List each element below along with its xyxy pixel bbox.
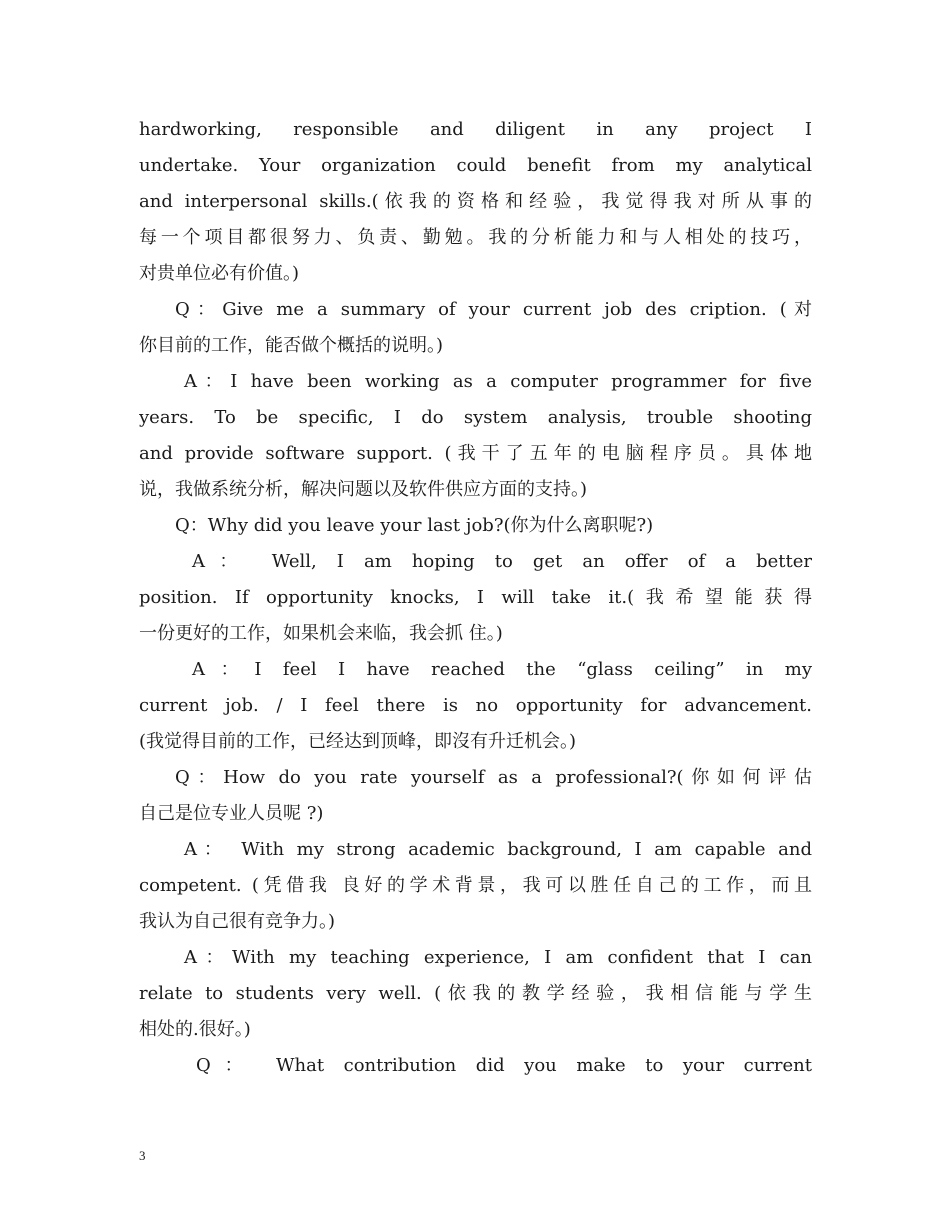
answer-line: A：With my teaching experience, I am confident that I can: [184, 947, 812, 968]
answer-line: A：I have been working as a computer programmer for five: [184, 371, 812, 392]
text-line: 对贵单位必有价值。): [139, 263, 300, 284]
text-line: 相处的.很好。): [139, 1019, 251, 1040]
page-number: 3: [139, 1148, 146, 1163]
question-line: Q：Give me a summary of your current job des cription. (对: [175, 299, 812, 320]
question-line: Q： What contribution did you make to your current: [196, 1055, 812, 1076]
text-line: years. To be specific, I do system analysis, trouble shooting: [139, 407, 812, 428]
text-line: competent. (凭借我 良好的学术背景，我可以胜任自己的工作，而且: [139, 875, 812, 896]
text-line: undertake. Your organization could benefit from my analytical: [139, 155, 812, 176]
text-line: position. If opportunity knocks, I will take it.(我希望能获得: [139, 587, 812, 608]
text-line: hardworking, responsible and diligent in any project I: [139, 119, 812, 140]
text-line: 每一个项目都很努力、负责、勤勉。我的分析能力和与人相处的技巧，: [139, 227, 812, 248]
text-line: and interpersonal skills.(依我的资格和经验，我觉得我对所从事的: [139, 191, 812, 212]
question-line: Q：Why did you leave your last job?(你为什么离职呢?): [175, 515, 654, 536]
answer-line: A： With my strong academic background, I am capable and: [184, 839, 812, 860]
text-line: current job. / I feel there is no opportunity for advancement.: [139, 695, 812, 716]
text-line: and provide software support. (我干了五年的电脑程序员。具体地: [139, 443, 812, 464]
text-line: 说，我做系统分析，解决问题以及软件供应方面的支持。): [139, 479, 588, 500]
text-line: relate to students very well. (依我的教学经验，我相信能与学生: [139, 983, 812, 1004]
text-line: 我认为自己很有竞争力。): [139, 911, 336, 932]
answer-line: A：I feel I have reached the “glass ceiling” in my: [192, 659, 812, 680]
text-line: 你目前的工作，能否做个概括的说明。): [139, 335, 444, 356]
text-line: (我觉得目前的工作，已经达到顶峰，即沒有升迁机会。): [139, 731, 577, 752]
answer-line: A： Well, I am hoping to get an offer of a better: [192, 551, 812, 572]
text-line: 自己是位专业人员呢 ?): [139, 803, 324, 824]
text-line: 一份更好的工作，如果机会来临，我会抓 住。): [139, 623, 503, 644]
question-line: Q：How do you rate yourself as a professional?(你如何评估: [175, 767, 812, 788]
document-body: [139, 112, 812, 1084]
